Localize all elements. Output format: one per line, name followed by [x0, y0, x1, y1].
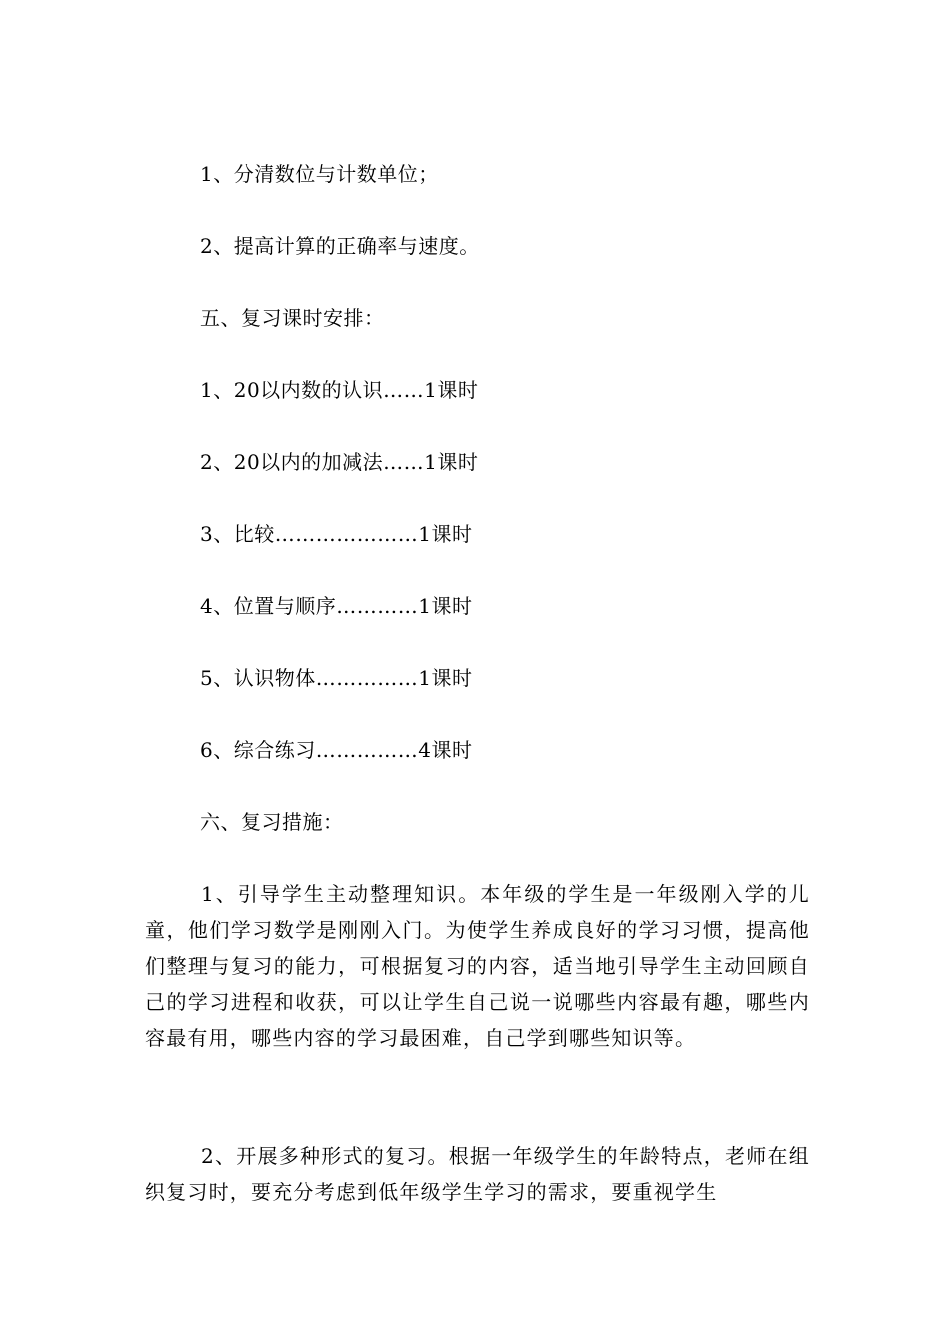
- list-item: 1、分清数位与计数单位；: [200, 162, 439, 186]
- section-heading: 六、复习措施：: [200, 810, 344, 834]
- section-heading: 五、复习课时安排：: [200, 306, 385, 330]
- schedule-item: 4、位置与顺序…………1课时: [200, 594, 473, 618]
- list-item: 2、提高计算的正确率与速度。: [200, 234, 480, 258]
- schedule-item: 6、综合练习……………4课时: [200, 738, 473, 762]
- schedule-item: 1、20以内数的认识……1课时: [200, 378, 479, 402]
- schedule-item: 3、比较…………………1课时: [200, 522, 473, 546]
- body-paragraph: 1、引导学生主动整理知识。本年级的学生是一年级刚入学的儿童，他们学习数学是刚刚入门。为使学生养成良好的学习习惯，提高他们整理与复习的能力，可根据复习的内容，适当地引导学生主动回顾自己的学习进程和收获，可以让学生自己说一说哪些内容最有趣，哪些内容最有用，哪些内容的学习最困难，自己学到哪些知识等。: [145, 882, 810, 1050]
- body-paragraph: 2、开展多种形式的复习。根据一年级学生的年龄特点，老师在组织复习时，要充分考虑到低年级学生学习的需求，要重视学生: [145, 1144, 810, 1204]
- schedule-item: 2、20以内的加减法……1课时: [200, 450, 479, 474]
- schedule-item: 5、认识物体……………1课时: [200, 666, 473, 690]
